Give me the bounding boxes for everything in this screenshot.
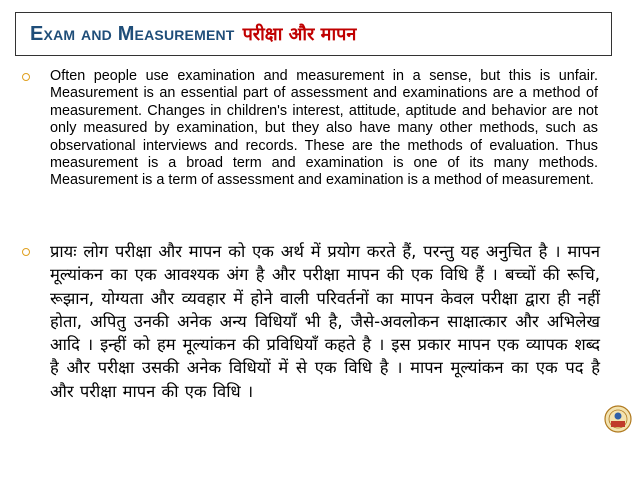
slide-title <box>15 12 612 56</box>
title-english: Exam and Measurement <box>30 22 235 45</box>
title-hindi: परीक्षा और मापन <box>242 24 357 45</box>
paragraph-english: Often people use examination and measurement in a sense, but this is unfair. Measurement is an essential part of assessment and examinations are a method of measurement. Changes in children's interest, attitude, aptitude and behavior are not only measured by examination, but they also have many other methods, such as observational interviews and records. These are the methods of evaluation. Thus measurement is a broad term and examination is one of its many methods. Measurement is a term of assessment and examination is a method of measurement. <box>50 68 598 189</box>
paragraph-hindi: प्रायः लोग परीक्षा और मापन को एक अर्थ में प्रयोग करते हैं, परन्तु यह अनुचित है । मापन मूल्यांकन का एक आवश्यक अंग है और परीक्षा मापन की एक विधि हैं । बच्चों की रूचि, रूझान, योग्यता और व्यवहार में होने वाली परिवर्तनों का मापन केवल परीक्षा द्वारा ही नहीं होता, अपितु उनकी अनेक अन्य विधियाँ भी है, जैसे-अवलोकन साक्षात्कार और अभिलेख आदि । इन्हीं को हम मूल्यांकन की प्रविधियाँ कहते है । इस प्रकार मापन एक व्यापक शब्द है और परीक्षा उसकी अनेक विधियों में से एक विधि है । मापन मूल्यांकन का एक पद है और परीक्षा मापन की एक विधि । <box>50 242 600 401</box>
bullet-icon <box>22 248 30 256</box>
emblem-seal-icon <box>604 405 632 433</box>
bullet-icon <box>22 73 30 81</box>
